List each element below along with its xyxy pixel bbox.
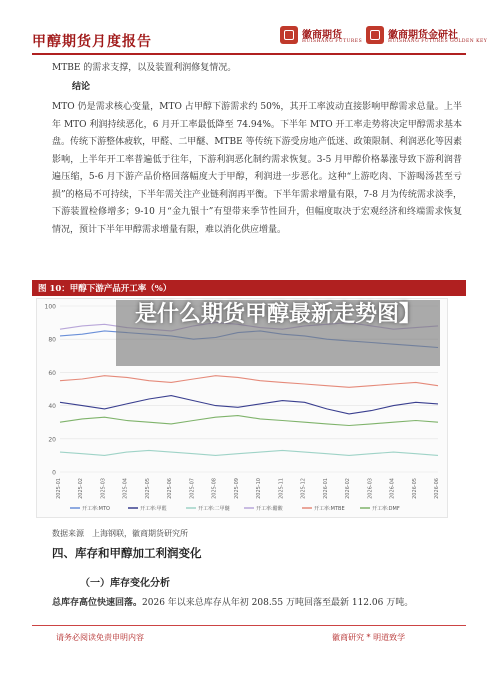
x-tick-label: 2025-04	[122, 478, 129, 499]
disclaimer-note: 请务必阅读免责申明内容	[56, 633, 144, 642]
x-tick-label: 2026-04	[389, 478, 396, 499]
series-line-2	[60, 450, 438, 455]
legend-label: 开工率:MTO	[82, 506, 110, 512]
x-tick-label: 2025-05	[144, 478, 151, 499]
report-title: 甲醇期货月度报告	[32, 34, 152, 50]
series-line-1	[60, 396, 438, 414]
x-tick-label: 2026-01	[322, 478, 329, 499]
x-tick-label: 2026-05	[411, 478, 418, 499]
conclusion-paragraph: MTO 仍是需求核心变量，MTO 占甲醇下游需求约 50%，其开工率波动直接影响甲醇需求总量。上半年 MTO 利润持续恶化，6 月开工率最低降至 74.94%。下半年 MTO 开工率走势将决定甲醇需求基本盘。传统下游整体疲软，甲醛、二甲醚、MTBE 等传统下游受房地产低迷、政策限制、利润恶化等因素影响，上半年开工率普遍低于往年，下游利润恶化制约需求恢复。3-5 月甲醇价格暴涨导致下游利润普遍压缩，5-6 月下游产品价格回落幅度大于甲醇，利润进一步恶化。这种“上游吃肉、下游喝汤甚至亏损”的格局不可持续，下半年需关注产业链利润再平衡。下半年需求增量有限，7-8 月为传统需求淡季，下游装置检修增多；9-10 月“金九银十”有望带来季节性回升，但幅度取决于宏观经济和终端需求恢复情况，预计下半年甲醇需求增量有限，难以消化供应增量。	[52, 102, 462, 235]
x-tick-label: 2026-03	[367, 478, 374, 499]
x-tick-label: 2025-03	[100, 478, 107, 499]
figure-caption: 图 10：甲醇下游产品开工率（%）	[38, 284, 172, 294]
header-divider	[32, 53, 466, 55]
x-tick-label: 2025-07	[189, 478, 196, 499]
logo1-cn-text: 徽商期货	[302, 30, 342, 41]
x-tick-label: 2025-10	[256, 478, 263, 499]
huishang-logo-icon	[280, 26, 298, 44]
y-tick-label: 40	[48, 403, 56, 411]
y-tick-label: 60	[48, 369, 56, 377]
legend-label: 开工率:DMF	[372, 506, 400, 512]
inventory-body: 2026 年以来总库存从年初 208.55 万吨回落至最新 112.06 万吨。	[142, 598, 414, 608]
y-tick-label: 20	[48, 436, 56, 444]
footer-divider	[32, 625, 466, 626]
x-tick-label: 2026-06	[434, 478, 440, 499]
subsection-title: （一）库存变化分析	[80, 578, 170, 589]
section-title: 四、库存和甲醇加工利润变化	[52, 546, 202, 560]
y-tick-label: 100	[44, 303, 56, 311]
x-tick-label: 2025-06	[167, 478, 174, 499]
y-tick-label: 0	[52, 469, 56, 477]
watermark-text: 是什么期货甲醇最新走势图】	[134, 302, 421, 327]
intro-paragraph: MTBE 的需求支撑，以及装置利润修复情况。	[52, 63, 237, 73]
golden-key-logo	[366, 24, 488, 50]
logo2-cn-text: 徽商期货金研社	[388, 30, 458, 41]
inventory-paragraph	[52, 595, 462, 613]
x-tick-label: 2025-01	[56, 478, 62, 499]
logo2-en-text: HUISHANG FUTURES GOLDEN KEY	[388, 39, 488, 44]
footer-motto: 徽商研究 * 明道致学	[332, 633, 406, 642]
golden-key-logo-icon	[366, 26, 384, 44]
conclusion-heading: 结论	[72, 82, 91, 92]
x-tick-label: 2025-02	[78, 478, 85, 499]
x-tick-label: 2026-02	[345, 478, 352, 499]
series-line-5	[60, 416, 438, 426]
x-tick-label: 2025-09	[233, 478, 240, 499]
legend-label: 开工率:甲醛	[140, 506, 167, 512]
legend-label: 开工率:醋酸	[256, 506, 283, 512]
inventory-label: 总库存高位快速回落。	[52, 598, 143, 608]
x-tick-label: 2025-12	[300, 478, 307, 499]
figure-source: 数据来源 上海钢联，徽商期货研究所	[52, 529, 188, 538]
x-tick-label: 2025-11	[278, 478, 285, 499]
logo1-en-text: HUISHANG FUTURES	[302, 39, 363, 44]
legend-label: 开工率:二甲醚	[198, 506, 230, 512]
x-tick-label: 2025-08	[211, 478, 218, 499]
series-line-4	[60, 376, 438, 388]
huishang-futures-logo	[280, 24, 363, 50]
y-tick-label: 80	[48, 336, 56, 344]
legend-label: 开工率:MTBE	[314, 506, 345, 512]
